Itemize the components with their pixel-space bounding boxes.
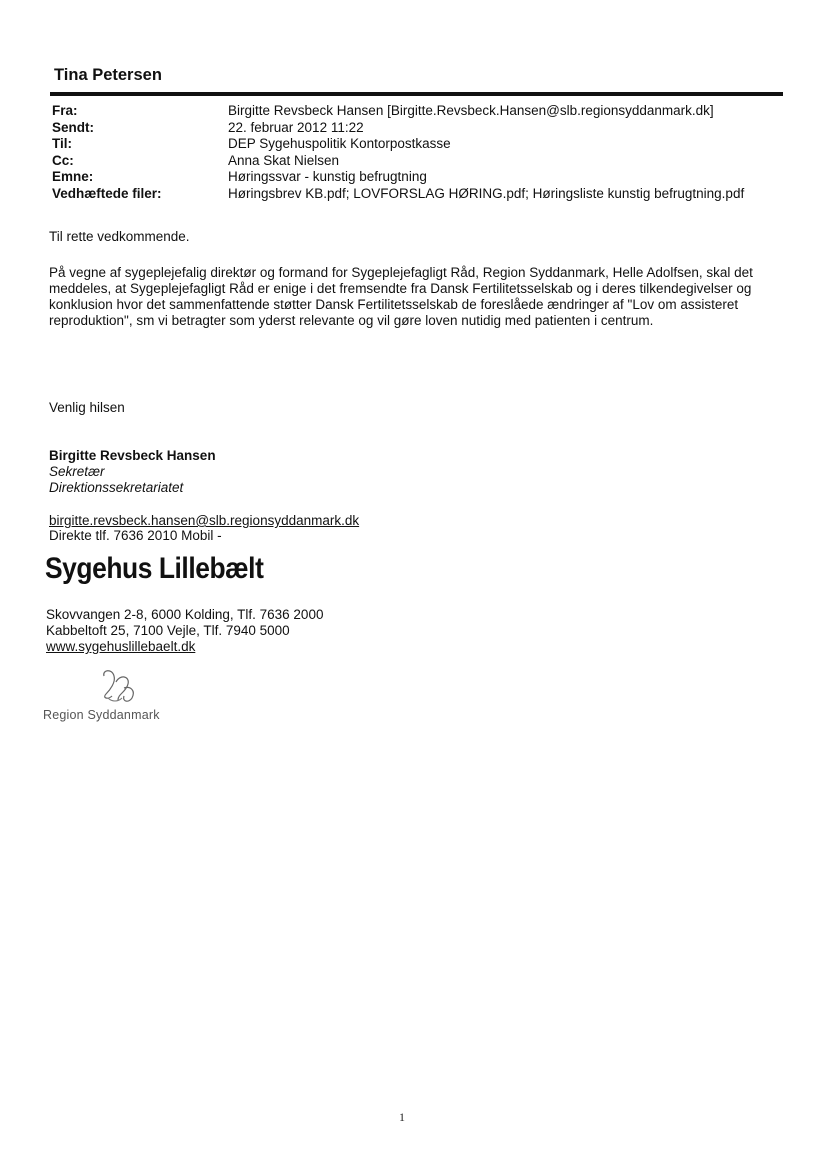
header-value-to: DEP Sygehuspolitik Kontorpostkasse [228,136,451,151]
website-link[interactable]: www.sygehuslillebaelt.dk [46,639,196,654]
header-row-cc [52,153,792,170]
header-row-sent [52,120,792,137]
header-value-subject: Høringssvar - kunstig befrugtning [228,169,427,184]
header-row-subject [52,169,792,186]
signature-email-link[interactable]: birgitte.revsbeck.hansen@slb.regionsyddanmark.dk [49,513,360,528]
header-label: Til: [52,136,72,151]
page-number: 1 [399,1110,405,1124]
header-label: Sendt: [52,119,94,135]
header-value-sent: 22. februar 2012 11:22 [228,119,364,135]
header-value-attachments: Høringsbrev KB.pdf; LOVFORSLAG HØRING.pdf; Høringsliste kunstig befrugtning.pdf [228,185,745,201]
header-value-from: Birgitte Revsbeck Hansen [Birgitte.Revsbeck.Hansen@slb.regionsyddanmark.dk] [228,103,714,118]
header-label: Fra: [52,103,78,118]
header-label: Vedhæftede filer: [52,185,162,201]
brand-wordmark: Sygehus Lillebælt [45,552,264,585]
signature-phone: Direkte tlf. 7636 2010 Mobil - [49,528,222,543]
region-logo-text: Region Syddanmark [43,708,160,722]
header-label: Emne: [52,169,94,184]
greeting: Til rette vedkommende. [49,229,190,244]
header-row-to [52,136,792,153]
signature-name: Birgitte Revsbeck Hansen [49,448,216,463]
body-paragraph: På vegne af sygeplejefalig direktør og formand for Sygeplejefagligt Råd, Region Syddanmark, Helle Adolfsen, skal det meddeles, at Sygeplejefagligt Råd er enige i det fremsendte fra Dansk Fertilitetsselskab og i deres tilkendegivelser og konklusion hvor det sammenfattende støtter Dansk Fertilitetsselskab de foreslåede ændringer af "Lov om assisteret reproduktion", sm vi betragter som yderst relevante og vil gøre loven nutidig med patienten i centrum. [49,265,753,328]
header-divider [50,92,783,96]
header-value-cc: Anna Skat Nielsen [228,152,340,168]
header-row-attachments [52,186,792,203]
email-headers [52,103,792,202]
sender-name: Tina Petersen [54,66,162,84]
signature-title: Sekretær [49,464,105,479]
signature-department: Direktionssekretariatet [49,480,184,495]
address-kolding: Skovvangen 2-8, 6000 Kolding, Tlf. 7636 2000 [46,607,324,622]
header-row-from [52,103,792,120]
address-vejle: Kabbeltoft 25, 7100 Vejle, Tlf. 7940 5000 [46,623,290,638]
closing: Venlig hilsen [49,400,125,415]
region-logo-icon [94,668,154,708]
header-label: Cc: [52,152,74,168]
